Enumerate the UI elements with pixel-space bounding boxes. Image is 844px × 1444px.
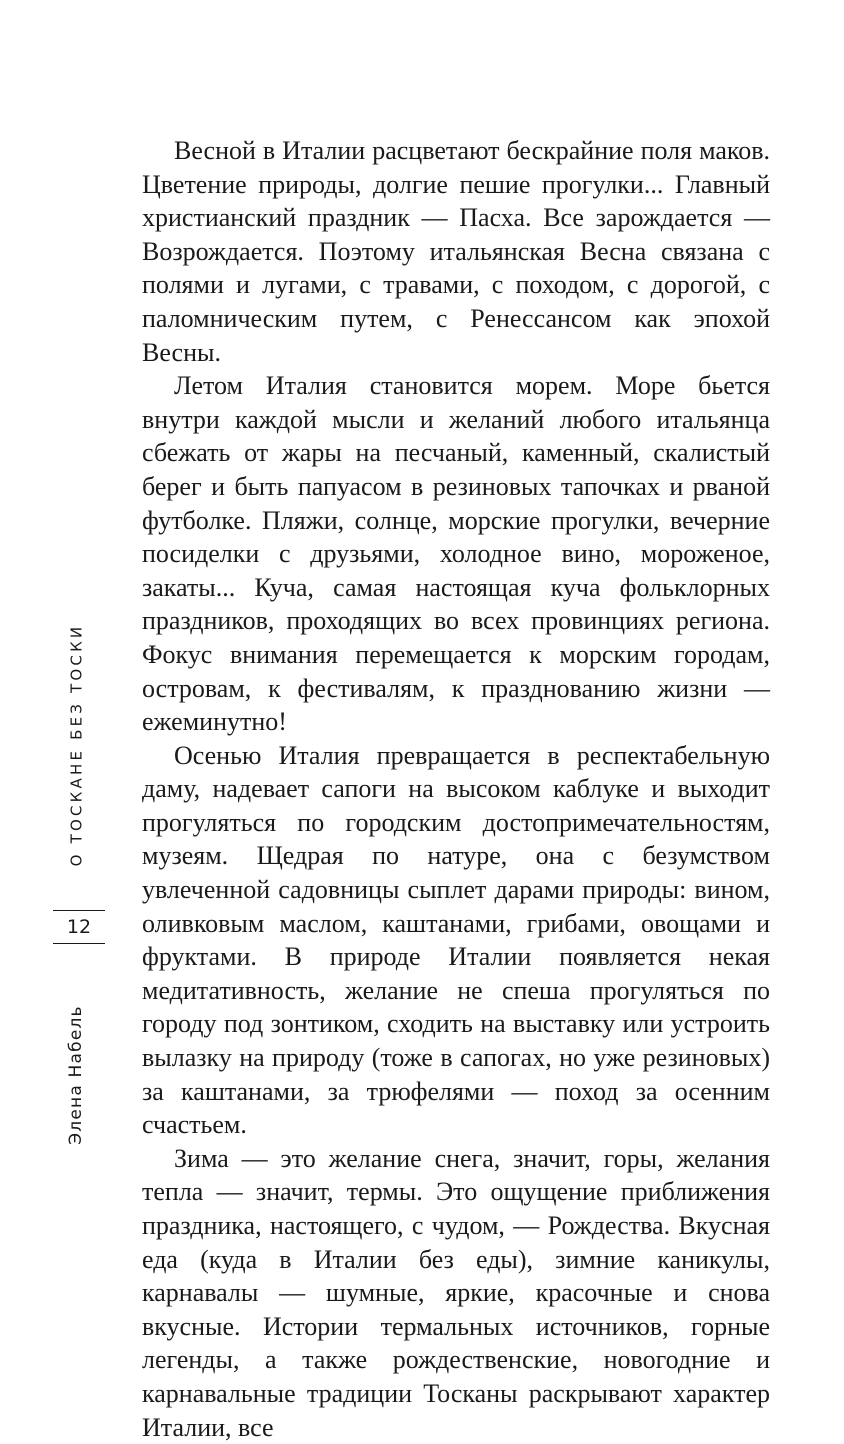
paragraph-winter: Зима — это желание снега, значит, горы, желания тепла — значит, термы. Это ощущение приближения праздника, настоящего, с чудом, — Рождества. Вкусная еда (куда в Италии без еды), зимние каникулы, карнавалы — шумные, яркие, красочные и снова вкусные. Истории термальных источников, горные легенды, а также рождественские, новогодние и карнавальные традиции Тосканы раскрывают характер Италии, все (142, 1143, 770, 1442)
paragraph-summer: Летом Италия становится морем. Море бьется внутри каждой мысли и желаний любого итальянца сбежать от жары на песчаный, каменный, скалистый берег и быть папуасом в резиновых тапочках и рваной футболке. Пляжи, солнце, морские прогулки, вечерние посиделки с друзьями, холодное вино, мороженое, закаты... Куча, самая настоящая куча фольклорных праздников, проходящих во всех провинциях региона. Фокус внимания перемещается к морским городам, островам, к фестивалям, к празднованию жизни — ежеминутно! (142, 371, 770, 737)
body-text (142, 134, 770, 1444)
page-number-rule-bottom (53, 943, 105, 944)
author-name-text: Элена Набель (66, 1005, 86, 1145)
running-head-book-title (56, 623, 96, 867)
page-number: 12 (66, 916, 92, 938)
page-number-rule-top (53, 910, 105, 911)
running-head-author (56, 995, 96, 1155)
book-title-text: О ТОСКАНЕ БЕЗ ТОСКИ (67, 623, 86, 867)
paragraph-spring: Весной в Италии расцветают бескрайние поля маков. Цветение природы, долгие пешие прогулки... Главный христианский праздник — Пасха. Все зарождается — Возрождается. Поэтому итальянская Весна связана с полями и лугами, с травами, с походом, с дорогой, с паломническим путем, с Ренессансом как эпохой Весны. (142, 136, 770, 367)
paragraph-autumn: Осенью Италия превращается в респектабельную даму, надевает сапоги на высоком каблуке и выходит прогуляться по городским достопримечательностям, музеям. Щедрая по натуре, она с безумством увлеченной садовницы сыплет дарами природы: вином, оливковым маслом, каштанами, грибами, овощами и фруктами. В природе Италии появляется некая медитативность, желание не спеша прогуляться по городу под зонтиком, сходить на выставку или устроить вылазку на природу (тоже в сапогах, но уже резиновых) за каштанами, за трюфелями — поход за осенним счастьем. (142, 740, 770, 1140)
